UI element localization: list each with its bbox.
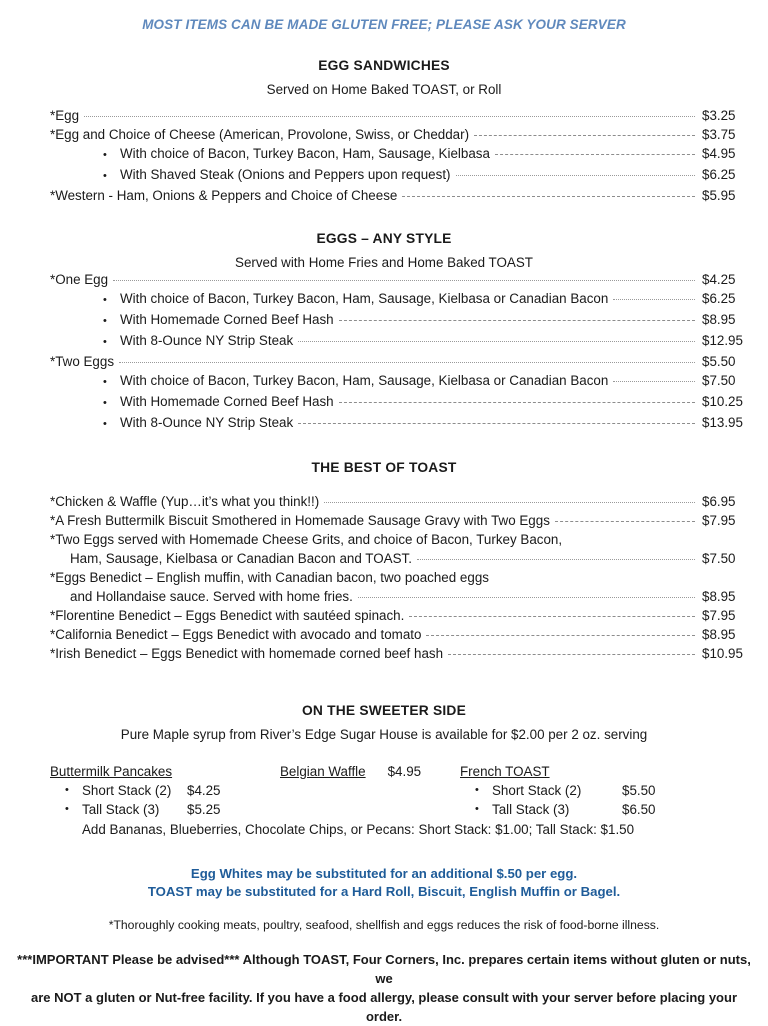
title-gap [0, 475, 768, 492]
section-subtitle: Served with Home Fries and Home Baked TOAST [235, 255, 533, 270]
menu-item-row [0, 587, 768, 606]
menu-item-label: *Two Eggs served with Homemade Cheese Grits, and choice of Bacon, Turkey Bacon, [50, 532, 563, 547]
gluten-free-banner: MOST ITEMS CAN BE MADE GLUTEN FREE; PLEASE ASK YOUR SERVER [142, 17, 626, 32]
leader-dots [495, 153, 695, 155]
column-title: Buttermilk Pancakes [50, 764, 173, 779]
menu-item-price: $3.75 [702, 127, 736, 142]
section-gap [0, 434, 768, 460]
menu-item-row [0, 186, 768, 205]
menu-item-list [0, 106, 768, 205]
menu-item-price: $6.25 [702, 291, 736, 306]
bullet-icon: • [103, 149, 107, 161]
title-gap [0, 246, 768, 255]
bullet-icon: • [65, 784, 69, 796]
menu-item-price: $3.25 [702, 108, 736, 123]
section-title: EGGS – ANY STYLE [316, 231, 452, 246]
menu-item-row [0, 530, 768, 549]
menu-item-row [0, 371, 768, 392]
sweet-item-row [50, 781, 280, 800]
top-spacer [0, 0, 768, 17]
menu-item-row [0, 511, 768, 530]
leader-dots [119, 361, 695, 363]
leader-dots [358, 596, 695, 598]
menu-item-price: $7.50 [702, 373, 736, 388]
leader-dots [613, 380, 695, 382]
bullet-icon: • [103, 376, 107, 388]
cooking-disclaimer: *Thoroughly cooking meats, poultry, seafood, shellfish and eggs reduces the risk of food-borne illness. [108, 918, 660, 932]
menu-item-row [0, 644, 768, 663]
note-gap [0, 934, 768, 950]
bullet-icon: • [475, 803, 479, 815]
leader-dots [494, 578, 695, 579]
bullet-icon: • [103, 397, 107, 409]
menu-item-list [0, 492, 768, 663]
menu-item-row [0, 352, 768, 371]
menu-item-label: With Shaved Steak (Onions and Peppers upon request) [120, 167, 451, 182]
menu-item-price: $7.95 [702, 608, 736, 623]
menu-item-list [0, 270, 768, 434]
menu-item-row [0, 289, 768, 310]
bullet-icon: • [103, 294, 107, 306]
title-gap [0, 73, 768, 82]
menu-item-price: $5.50 [702, 354, 736, 369]
egg-whites-note: Egg Whites may be substituted for an additional $.50 per egg. [190, 866, 578, 881]
subtitle-gap [0, 97, 768, 106]
banner-gap [0, 32, 768, 58]
menu-item-price: $8.95 [702, 589, 736, 604]
menu-item-price: $13.95 [702, 415, 743, 430]
section-eggs-any-style [0, 231, 768, 434]
menu-item-label: *Egg [50, 108, 80, 123]
menu-item-label: With 8-Ounce NY Strip Steak [120, 333, 294, 348]
menu-item-label: and Hollandaise sauce. Served with home fries. [70, 589, 353, 604]
sweet-gap [0, 742, 768, 762]
column-french-toast [460, 762, 710, 819]
sweet-item-name: Tall Stack (3) [492, 802, 570, 817]
menu-item-price: $7.95 [702, 513, 736, 528]
menu-item-label: *Irish Benedict – Eggs Benedict with homemade corned beef hash [50, 646, 444, 661]
menu-item-label: With Homemade Corned Beef Hash [120, 312, 334, 327]
menu-item-price: $10.95 [702, 646, 743, 661]
leader-dots [113, 279, 695, 281]
sweet-item-price: $5.50 [622, 783, 656, 798]
menu-item-label: *Egg and Choice of Cheese (American, Provolone, Swiss, or Cheddar) [50, 127, 470, 142]
menu-item-label: Ham, Sausage, Kielbasa or Canadian Bacon and TOAST. [70, 551, 412, 566]
menu-item-row [0, 549, 768, 568]
menu-item-row [0, 270, 768, 289]
menu-item-label: With 8-Ounce NY Strip Steak [120, 415, 294, 430]
leader-dots [298, 340, 695, 342]
toast-substitution-note: TOAST may be substituted for a Hard Roll, Biscuit, English Muffin or Bagel. [147, 884, 621, 899]
menu-item-row [0, 392, 768, 413]
menu-item-label: With choice of Bacon, Turkey Bacon, Ham, Sausage, Kielbasa or Canadian Bacon [120, 373, 609, 388]
section-egg-sandwiches [0, 58, 768, 205]
menu-item-label: *Chicken & Waffle (Yup…it’s what you think!!) [50, 494, 320, 509]
waffle-price: $4.95 [387, 764, 422, 779]
menu-item-price: $4.95 [702, 146, 736, 161]
menu-item-price: $10.25 [702, 394, 743, 409]
menu-item-row [0, 413, 768, 434]
menu-item-price: $4.25 [702, 272, 736, 287]
leader-dots [298, 422, 695, 424]
section-title: ON THE SWEETER SIDE [301, 703, 466, 718]
sweet-item-name: Short Stack (2) [82, 783, 172, 798]
menu-item-row [0, 606, 768, 625]
sweet-item-row [460, 800, 710, 819]
leader-dots [324, 501, 695, 503]
leader-dots [417, 558, 695, 560]
bullet-icon: • [103, 170, 107, 182]
bullet-icon: • [65, 803, 69, 815]
menu-item-label: With choice of Bacon, Turkey Bacon, Ham, Sausage, Kielbasa or Canadian Bacon [120, 291, 609, 306]
menu-item-label: With choice of Bacon, Turkey Bacon, Ham, Sausage, Kielbasa [120, 146, 490, 161]
maple-syrup-note: Pure Maple syrup from River’s Edge Sugar House is available for $2.00 per 2 oz. serving [120, 727, 648, 742]
section-gap [0, 205, 768, 231]
menu-item-price: $6.25 [702, 167, 736, 182]
leader-dots [84, 115, 695, 117]
menu-item-row [0, 106, 768, 125]
leader-dots [567, 540, 695, 541]
section-sweeter-side [0, 703, 768, 839]
sweet-item-price: $5.25 [187, 802, 221, 817]
bullet-icon: • [103, 315, 107, 327]
menu-item-label: With Homemade Corned Beef Hash [120, 394, 334, 409]
sweeter-columns-wrap [0, 762, 768, 839]
column-title: French TOAST [460, 764, 550, 779]
sweet-item-row [460, 781, 710, 800]
column-belgian-waffle [280, 762, 460, 781]
allergy-warning-line1: ***IMPORTANT Please be advised*** Although TOAST, Four Corners, Inc. prepares certain items without gluten or nuts, we [17, 952, 751, 986]
footer-gap [0, 839, 768, 865]
sweet-item-price: $4.25 [187, 783, 221, 798]
leader-dots [555, 520, 695, 522]
menu-item-label: *One Egg [50, 272, 109, 287]
menu-item-price: $8.95 [702, 627, 736, 642]
menu-item-price: $5.95 [702, 188, 736, 203]
section-subtitle: Served on Home Baked TOAST, or Roll [266, 82, 502, 97]
column-buttermilk-pancakes [50, 762, 280, 819]
leader-dots [474, 134, 695, 136]
sweet-item-name: Short Stack (2) [492, 783, 582, 798]
allergy-warning-line2: are NOT a gluten or Nut-free facility. If you have a food allergy, please consult with your server before placing your order. [30, 990, 738, 1024]
leader-dots [409, 615, 695, 617]
footer-notes [0, 865, 768, 1026]
leader-dots [426, 634, 695, 636]
menu-item-row [0, 568, 768, 587]
sweet-item-row [50, 800, 280, 819]
sweet-item-price: $6.50 [622, 802, 656, 817]
title-gap [0, 718, 768, 727]
leader-dots [613, 298, 695, 300]
menu-item-label: *Eggs Benedict – English muffin, with Canadian bacon, two poached eggs [50, 570, 489, 585]
menu-item-label: *California Benedict – Eggs Benedict with avocado and tomato [50, 627, 422, 642]
menu-item-price: $7.50 [702, 551, 736, 566]
menu-item-row [0, 492, 768, 511]
sweet-item-name: Tall Stack (3) [82, 802, 160, 817]
menu-item-price: $6.95 [702, 494, 736, 509]
menu-item-label: *Florentine Benedict – Eggs Benedict with sautéed spinach. [50, 608, 405, 623]
menu-item-label: *Two Eggs [50, 354, 115, 369]
menu-item-price: $8.95 [702, 312, 736, 327]
section-gap [0, 663, 768, 703]
bullet-icon: • [103, 336, 107, 348]
menu-item-row [0, 331, 768, 352]
menu-item-row [0, 125, 768, 144]
bullet-icon: • [475, 784, 479, 796]
menu-item-price: $12.95 [702, 333, 743, 348]
leader-dots [456, 174, 696, 176]
menu-item-row [0, 310, 768, 331]
column-title: Belgian Waffle [280, 764, 366, 779]
menu-item-row [0, 625, 768, 644]
note-gap [0, 901, 768, 917]
menu-item-label: *A Fresh Buttermilk Biscuit Smothered in Homemade Sausage Gravy with Two Eggs [50, 513, 550, 528]
leader-dots [339, 401, 695, 403]
pancake-addons-note: Add Bananas, Blueberries, Chocolate Chips, or Pecans: Short Stack: $1.00; Tall Stack: $1.50 [82, 822, 635, 837]
menu-item-row [0, 165, 768, 186]
section-title: THE BEST OF TOAST [311, 460, 457, 475]
sweeter-columns [50, 762, 728, 819]
section-best-of-toast [0, 460, 768, 663]
menu-item-row [0, 144, 768, 165]
bullet-icon: • [103, 418, 107, 430]
leader-dots [402, 195, 695, 197]
waffle-line [280, 762, 460, 781]
leader-dots [448, 653, 695, 655]
leader-dots [339, 319, 695, 321]
menu-item-label: *Western - Ham, Onions & Peppers and Choice of Cheese [50, 188, 398, 203]
section-title: EGG SANDWICHES [318, 58, 450, 73]
